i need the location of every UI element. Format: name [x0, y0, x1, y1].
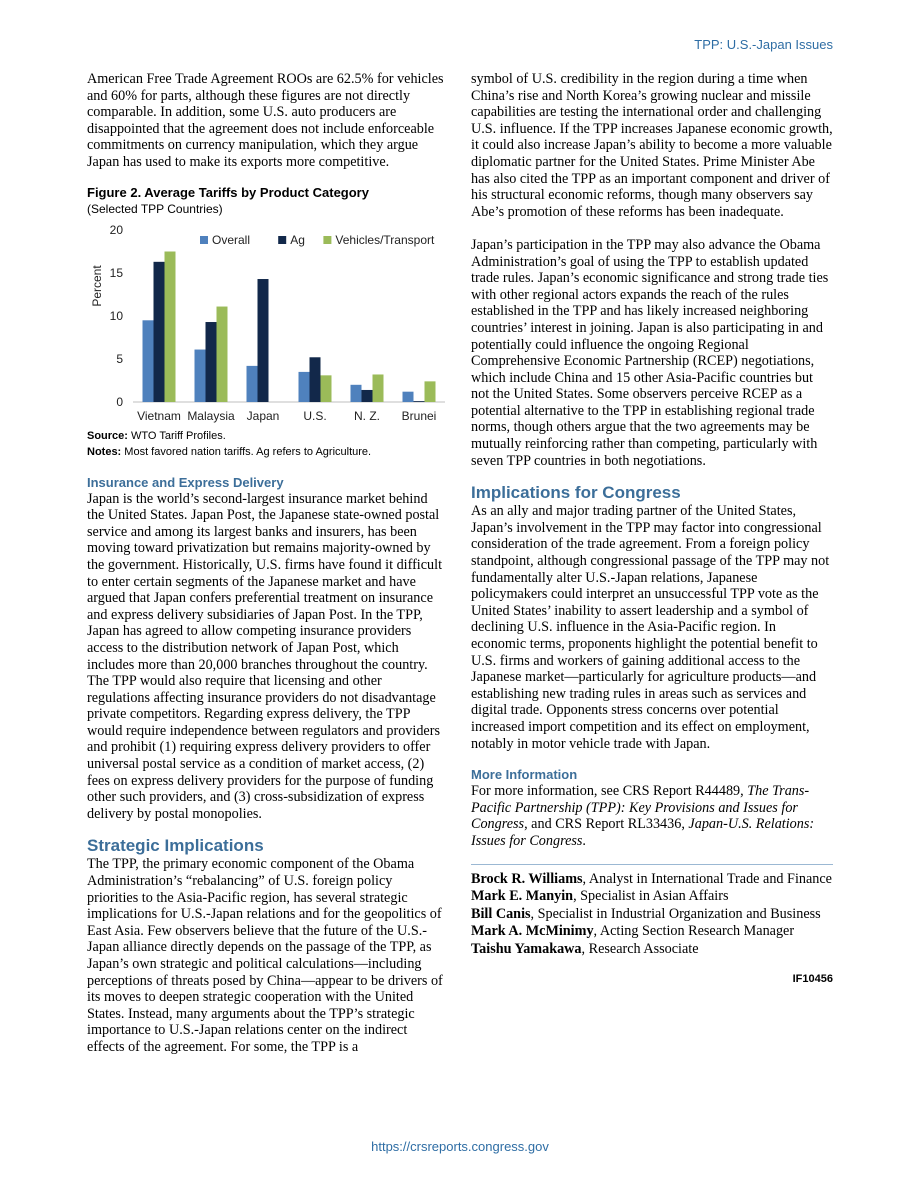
- strategic-heading: Strategic Implications: [87, 836, 264, 856]
- notes-text: Most favored nation tariffs. Ag refers to Agriculture.: [121, 445, 372, 458]
- y-tick-label: 15: [109, 265, 123, 280]
- author-line: [471, 941, 833, 959]
- author-role: , Specialist in Asian Affairs: [573, 888, 729, 905]
- right-column: [471, 71, 833, 988]
- bar-overall-u-s-: [299, 371, 310, 401]
- strategic-paragraph: The TPP, the primary economic component of the Obama Administration’s “rebalancing” of U.S. foreign policy priorities to the Asia-Pacific region, has several strategic implications for U.S.-Japan relations and for the geopolitics of East Asia. Few observers believe that the future of the U.S.-Japan alliance directly depends on the passage of the TPP, as Japan’s own strategic and political calculations—including perceptions of threats posed by China—appear to be drivers of its moves to deepen strategic cooperation with the United States. Instead, many arguments about the TPP’s strategic importance to U.S.-Japan relations center on the indirect effects of the agreement. For some, the TPP is a: [87, 856, 443, 1055]
- legend-label: Vehicles/Transport: [335, 232, 435, 247]
- author-role: , Analyst in International Trade and Finance: [582, 870, 832, 887]
- author-role: , Acting Section Research Manager: [593, 923, 795, 940]
- intro-paragraph: American Free Trade Agreement ROOs are 62.5% for vehicles and 60% for parts, although these figures are not directly comparable. In addition, some U.S. auto producers are disappointed that the agreement does not include enforceable commitments on currency manipulation, which they argue Japan has used to make its exports more competitive.: [87, 71, 444, 170]
- bar-overall-japan: [247, 365, 258, 401]
- figure-subtitle: (Selected TPP Countries): [87, 201, 223, 216]
- bar-overall-vietnam: [143, 320, 154, 402]
- author-name: Brock R. Williams: [471, 870, 583, 887]
- author-role: , Specialist in Industrial Organization and Business: [530, 905, 821, 922]
- legend-label: Ag: [290, 232, 305, 247]
- insurance-paragraph: Japan is the world’s second-largest insurance market behind the United States. Japan Post, the Japanese state-owned postal service and among its largest banks and insurers, has been moving toward privatization but remains majority-owned by the government. Historically, U.S. firms have found it difficult to enter certain segments of the Japanese market and have argued that Japan confers preferential treatment on insurance and express delivery subsidiaries of Japan Post. In the TPP, Japan has agreed to allow competing insurance providers access to the distribution network of Japan Post, which includes more than 20,000 branches throughout the country. The TPP would also require that licensing and other regulations affecting insurance providers do not disadvantage private competitors. Regarding express delivery, the TPP would require independence between regulators and providers and prohibit (1) requiring express delivery providers to offer universal postal service as a condition of market access, (2) fees on express delivery providers for the purpose of funding other such providers, and (3) cross-subsidization of express delivery by postal monopolies.: [87, 490, 443, 822]
- bar-overall-malaysia: [195, 349, 206, 401]
- author-line: [471, 888, 833, 906]
- source-label: Source:: [87, 429, 128, 442]
- congress-heading: Implications for Congress: [471, 483, 681, 503]
- notes-label: Notes:: [87, 445, 122, 458]
- author-name: Mark E. Manyin: [471, 888, 574, 905]
- more-info-prefix: For more information, see CRS Report R44489,: [471, 783, 748, 800]
- author-name: Mark A. McMinimy: [471, 923, 594, 940]
- bar-ag-malaysia: [206, 322, 217, 402]
- left-column: [87, 71, 447, 1056]
- legend-swatch-vehicles-transport: [323, 236, 331, 244]
- report-code: IF10456: [792, 973, 833, 986]
- author-divider: [471, 864, 833, 865]
- bar-ag-brunei: [414, 401, 425, 402]
- author-line: [471, 923, 833, 941]
- author-name: Bill Canis: [471, 905, 531, 922]
- author-name: Taishu Yamakawa: [471, 940, 582, 957]
- author-line: [471, 906, 833, 924]
- continued-paragraph: symbol of U.S. credibility in the region during a time when China’s rise and North Korea’s growing nuclear and missile capabilities are testing the international order and challenging U.S. influence. If the TPP increases Japanese economic growth, it could also increase Japan’s ability to become a more valuable diplomatic partner for the United States. Prime Minister Abe has also cited the TPP as an important component and driver of his structural economic reforms, though many observers say Abe’s promotion of these reforms has been inadequate.: [471, 71, 833, 220]
- y-axis-label: Percent: [90, 264, 104, 307]
- participation-paragraph: Japan’s participation in the TPP may also advance the Obama Administration’s goal of using the TPP to establish updated trade rules. Japan’s economic significance and strong trade ties with other regional actors expands the reach of the rules established in the TPP and has likely increased neighboring countries’ interest in joining. Japan is also participating in and potentially could influence the ongoing Regional Comprehensive Economic Partnership (RCEP) negotiations, which include China and 15 other Asia-Pacific countries but not the United States. Some observers perceive RCEP as a potential alternative to the TPP in establishing regional trade norms, though others argue that the two agreements may be mutually reinforcing rather than competing, particularly with seven TPP countries in both negotiations.: [471, 236, 829, 469]
- x-tick-label: Vietnam: [137, 408, 181, 423]
- author-role: , Research Associate: [581, 940, 699, 957]
- bar-overall-n-z-: [351, 384, 362, 401]
- author-line: [471, 871, 833, 889]
- x-tick-label: Brunei: [401, 408, 437, 423]
- bar-vehicles-transport-malaysia: [217, 306, 228, 401]
- more-info-paragraph: [471, 783, 833, 849]
- tariff-bar-chart: [87, 222, 447, 428]
- y-tick-label: 5: [116, 351, 123, 366]
- bar-vehicles-transport-n-z-: [373, 374, 384, 402]
- bar-vehicles-transport-u-s-: [321, 375, 332, 402]
- bar-vehicles-transport-vietnam: [165, 251, 176, 402]
- report-title-r44489[interactable]: The Trans-Pacific Partnership (TPP): Key Provisions and Issues for Congress: [471, 783, 810, 833]
- legend-swatch-overall: [200, 236, 208, 244]
- y-tick-label: 10: [109, 308, 123, 323]
- bar-vehicles-transport-brunei: [425, 381, 436, 402]
- more-info-end: .: [582, 832, 586, 849]
- x-tick-label: N. Z.: [354, 408, 380, 423]
- report-title-rl33436[interactable]: Japan-U.S. Relations: Issues for Congress: [471, 816, 815, 849]
- x-tick-label: Japan: [246, 408, 280, 423]
- y-tick-label: 20: [109, 222, 123, 237]
- congress-paragraph: As an ally and major trading partner of the United States, Japan’s involvement in the TPP may factor into congressional consideration of the trade agreement. From a foreign policy standpoint, although congressional passage of the TPP may not fundamentally alter U.S.-Japan relations, Japanese policymakers could interpret an unsuccessful TPP vote as the United States’ inability to assert leadership and a symbol of declining U.S. influence in the Asia-Pacific region. In economic terms, proponents highlight the potential benefit to U.S. firms and workers of gaining additional access to the Japanese market—particularly for agriculture products—and establishing new trading rules in areas such as services and digital trade. Opponents stress concerns over potential increased import competition and its effect on employment, notably in motor vehicle trade with Japan.: [471, 503, 830, 752]
- more-info-mid: , and CRS Report RL33436,: [524, 816, 689, 833]
- running-header: TPP: U.S.-Japan Issues: [694, 37, 833, 52]
- legend-label: Overall: [212, 232, 251, 247]
- figure-title: Figure 2. Average Tariffs by Product Category: [87, 184, 369, 200]
- legend-swatch-ag: [278, 236, 286, 244]
- bar-ag-vietnam: [154, 261, 165, 401]
- bar-overall-brunei: [403, 391, 414, 401]
- insurance-heading: Insurance and Express Delivery: [87, 474, 284, 490]
- x-tick-label: Malaysia: [187, 408, 235, 423]
- figure-notes: [87, 444, 447, 460]
- bar-ag-n-z-: [362, 390, 373, 402]
- source-text: WTO Tariff Profiles.: [127, 429, 226, 442]
- bar-ag-japan: [258, 279, 269, 402]
- bar-ag-u-s-: [310, 357, 321, 402]
- figure-source: [87, 428, 447, 444]
- more-info-heading: More Information: [471, 767, 578, 783]
- footer-url-link[interactable]: https://crsreports.congress.gov: [371, 1139, 549, 1154]
- x-tick-label: U.S.: [303, 408, 327, 423]
- y-tick-label: 0: [116, 394, 123, 409]
